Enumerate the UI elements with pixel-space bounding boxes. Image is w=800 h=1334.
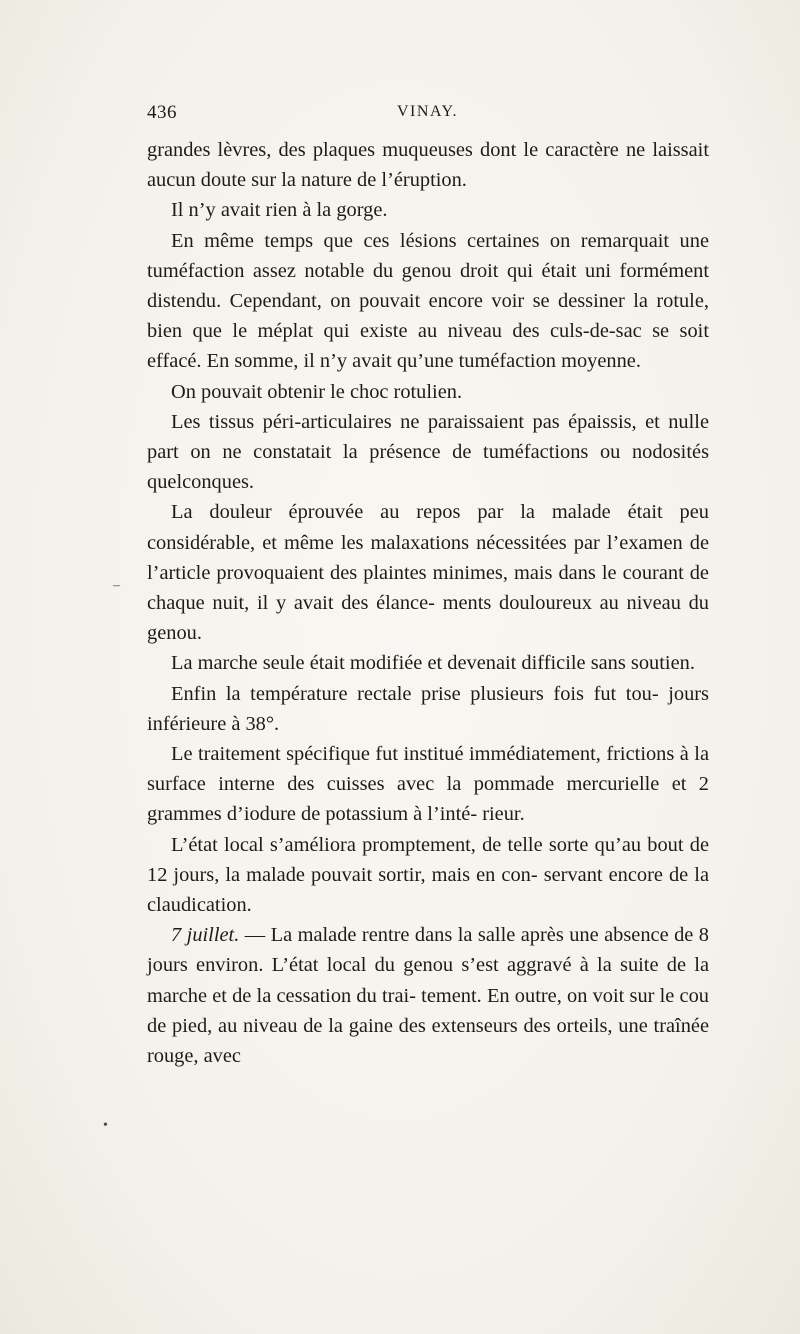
paragraph: L’état local s’améliora promptement, de telle sorte qu’au bout de 12 jours, la malade pouvait sortir, mais en con- servant encore de la claudication. — [147, 833, 709, 917]
paragraph-dated — [147, 920, 709, 1071]
paragraph: En même temps que ces lésions certaines on remarquait une tuméfaction assez notable du genou droit qui était uni formément distendu. Cependant, on pouvait encore voir se dessiner la rotule, bien que le méplat qui existe au niveau des culs-de-sac se soit effacé. En somme, il n’y avait qu’une tuméfaction moyenne. — [147, 229, 709, 373]
margin-dot-mark: • — [103, 1118, 108, 1133]
entry-date: 7 juillet. — [171, 924, 240, 947]
entry-text: — La malade rentre dans la salle après une absence de 8 jours environ. L’état local du genou s’est aggravé à la suite de la marche et de la cessation du trai- tement. En outre, on voit sur le cou de pied, au niveau de la gaine des extenseurs des orteils, une traînée rouge, avec — [147, 924, 709, 1068]
running-head: VINAY. — [397, 103, 459, 120]
paragraph: Le traitement spécifique fut institué immédiatement, frictions à la surface interne des cuisses avec la pommade mercurielle et 2 grammes d’iodure de potassium à l’inté- rieur. — [147, 743, 709, 826]
paragraph: Les tissus péri-articulaires ne paraissaient pas épaissis, et nulle part on ne constatait la présence de tuméfactions ou nodosités quelconques. — [147, 410, 709, 494]
page-number: 436 — [147, 102, 177, 123]
paragraph: La douleur éprouvée au repos par la malade était peu considérable, et même les malaxations nécessitées par l’examen de l’article provoquaient des plaintes minimes, mais dans le courant de chaque nuit, il y avait des élance- ments douloureux au niveau du genou. — [147, 501, 709, 645]
paragraph: Enfin la température rectale prise plusieurs fois fut tou- jours inférieure à 38°. — [147, 682, 709, 735]
paragraph: grandes lèvres, des plaques muqueuses dont le caractère ne laissait aucun doute sur la nature de l’éruption. — [147, 139, 709, 192]
page-header — [147, 102, 712, 130]
body-text — [147, 135, 709, 1071]
paragraph: On pouvait obtenir le choc rotulien. — [171, 380, 463, 403]
paragraph: La marche seule était modifiée et devenait difficile sans soutien. — [171, 652, 695, 675]
paragraph: Il n’y avait rien à la gorge. — [171, 199, 388, 222]
margin-dash-mark: – — [113, 578, 120, 593]
